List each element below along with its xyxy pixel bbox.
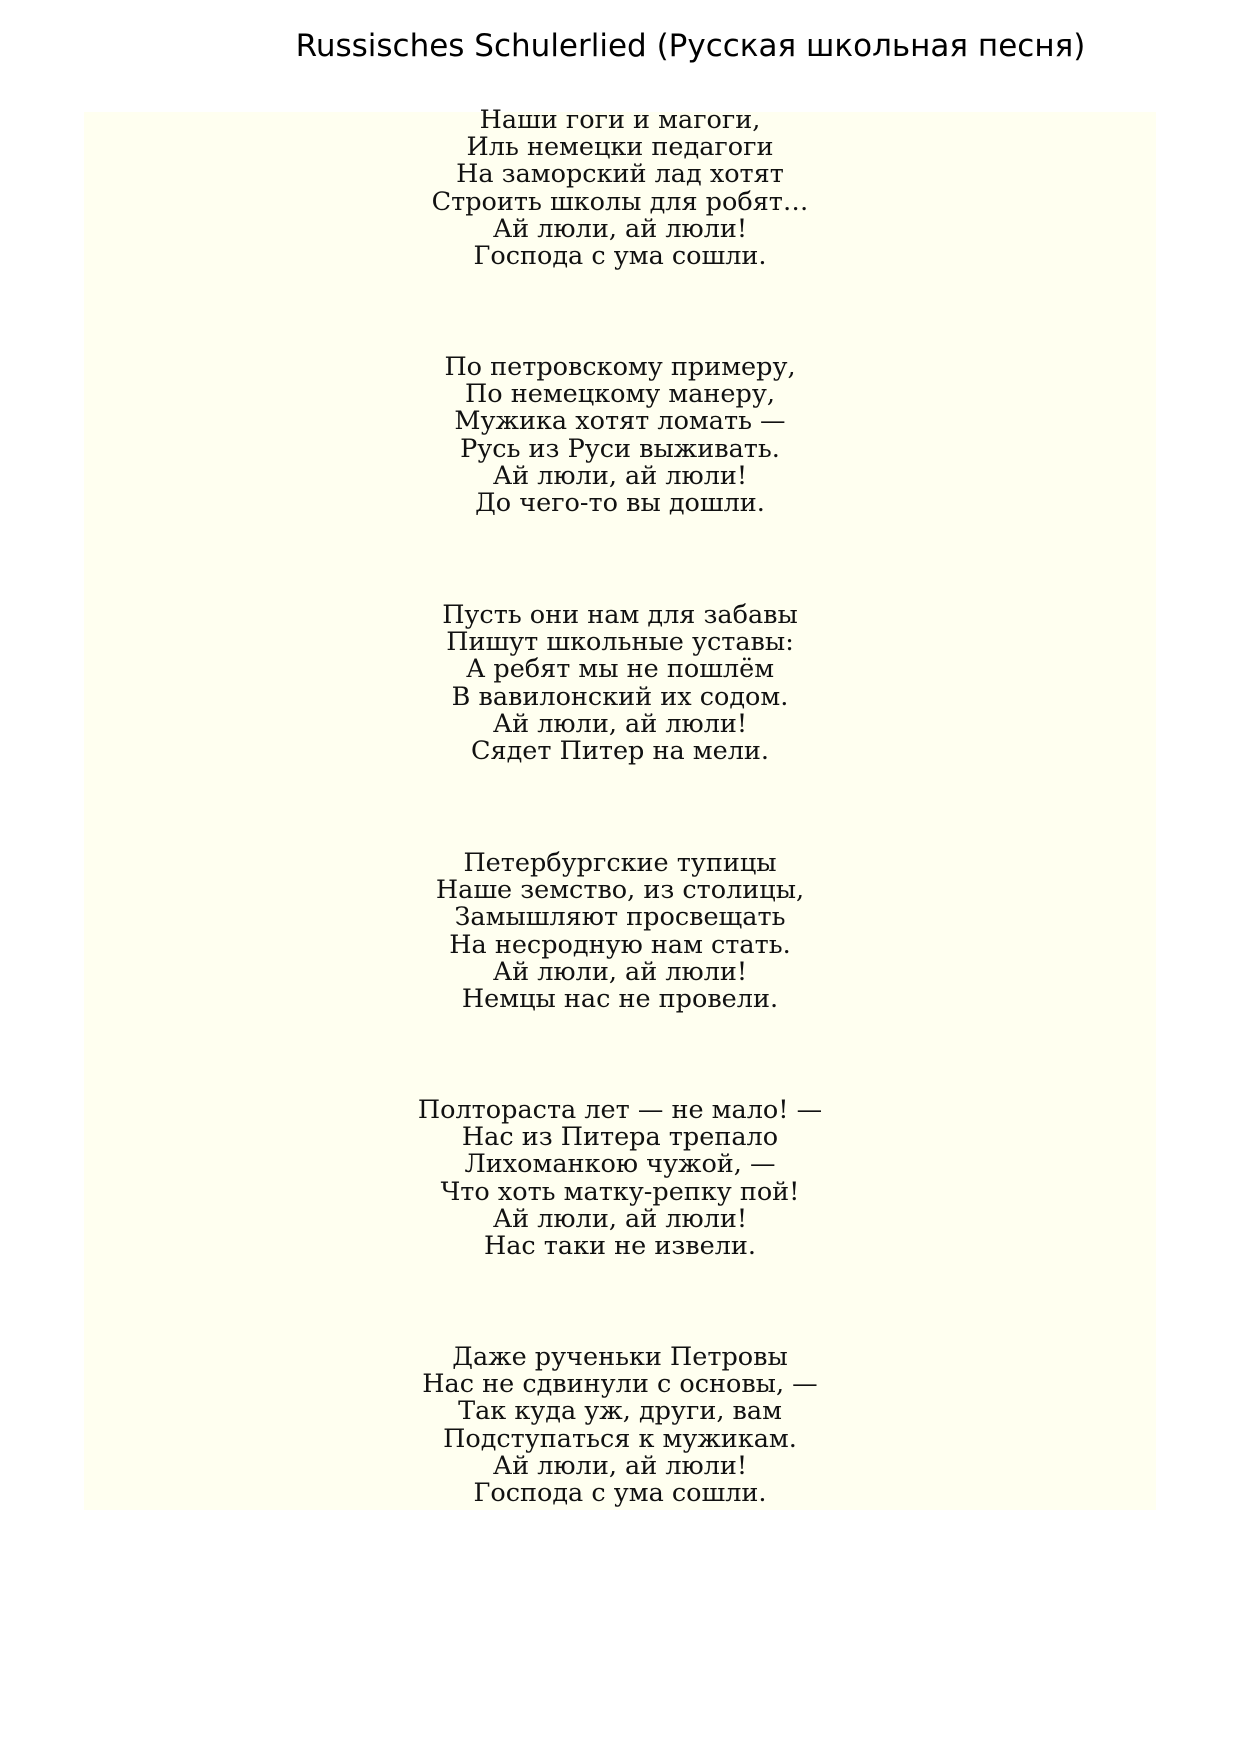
stanza-line: Наше земство, из столицы, — [435, 875, 805, 906]
stanza-2 — [84, 354, 1156, 517]
stanza-line: Пусть они нам для забавы — [442, 600, 798, 630]
stanza-line: Петербургские тупицы — [463, 848, 777, 878]
stanza-line: Ай люли, ай люли! — [492, 956, 748, 987]
stanza-line: По петровскому примеру, — [444, 352, 796, 382]
stanza-line: Ай люли, ай люли! — [492, 213, 748, 244]
stanza-1 — [84, 107, 1156, 270]
stanza-line: Ай люли, ай люли! — [492, 460, 748, 491]
stanza-line: Иль немецки педагоги — [466, 132, 774, 163]
stanza-line: Сядет Питер на мели. — [471, 736, 769, 767]
stanza-line: Немцы нас не провели. — [461, 984, 779, 1015]
stanza-line: Пишут школьные уставы: — [446, 627, 794, 658]
stanza-line: А ребят мы не пошлём — [465, 654, 775, 685]
stanza-line: Господа с ума сошли. — [473, 241, 767, 272]
stanza-line: Ай люли, ай люли! — [492, 1203, 748, 1234]
stanza-line: Ай люли, ай люли! — [492, 708, 748, 739]
stanza-line: Наши гоги и магоги, — [479, 105, 761, 135]
stanza-line: Ай люли, ай люли! — [492, 1450, 748, 1481]
stanza-line: В вавилонский их содом. — [451, 681, 789, 712]
stanza-line: Мужика хотят ломать — — [454, 406, 786, 437]
stanza-line: Даже рученьки Петровы — [452, 1342, 788, 1372]
stanza-line: Замышляют просвещать — [454, 902, 786, 933]
stanza-line: Что хоть матку-репку пой! — [440, 1176, 800, 1207]
stanza-4 — [84, 850, 1156, 1013]
poem-panel — [84, 105, 1156, 1510]
stanza-line: До чего-то вы дошли. — [475, 488, 765, 519]
stanza-line: Нас не сдвинули с основы, — — [422, 1369, 818, 1400]
stanza-line: Нас из Питера трепало — [461, 1122, 779, 1153]
stanza-line: На заморский лад хотят — [456, 159, 784, 190]
stanza-line: На несродную нам стать. — [449, 929, 791, 960]
stanza-line: Лихоманкою чужой, — — [464, 1149, 776, 1180]
page-title: Russisches Schulerlied (Русская школьная песня) — [295, 28, 1086, 64]
stanza-line: Строить школы для робят… — [431, 186, 809, 217]
stanza-line: Так куда уж, други, вам — [458, 1396, 782, 1427]
stanza-6 — [84, 1344, 1156, 1507]
stanza-line: Полтораста лет — не мало! — — [417, 1095, 823, 1125]
stanza-line: По немецкому манеру, — [465, 379, 775, 410]
stanza-3 — [84, 602, 1156, 765]
stanza-line: Подступаться к мужикам. — [443, 1423, 797, 1454]
stanza-line: Господа с ума сошли. — [473, 1478, 767, 1509]
stanza-5 — [84, 1097, 1156, 1260]
stanza-line: Русь из Руси выживать. — [460, 433, 780, 464]
stanza-line: Нас таки не извели. — [483, 1231, 757, 1262]
